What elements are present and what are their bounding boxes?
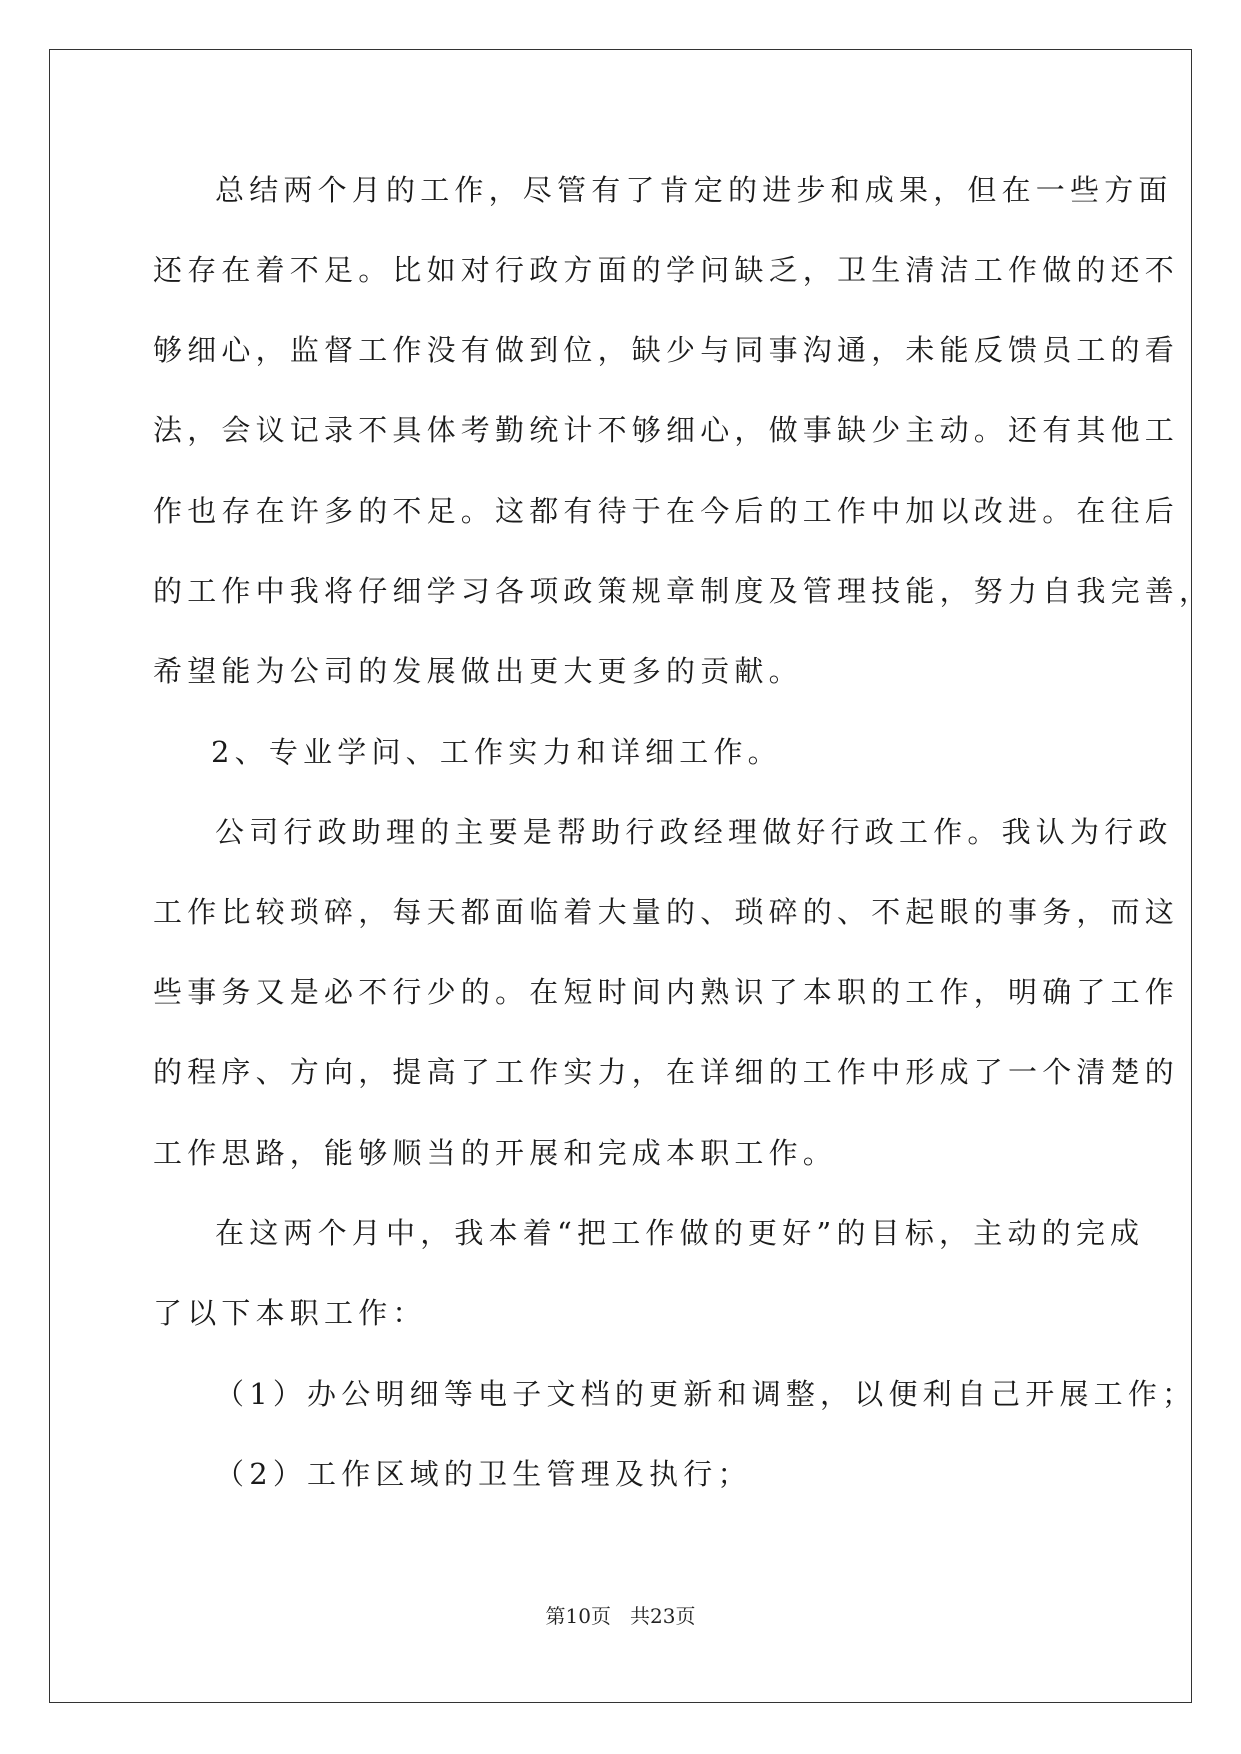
paragraph-line: 还存在着不足。比如对行政方面的学问缺乏，卫生清洁工作做的还不 <box>153 253 1180 287</box>
section-heading: 2、专业学问、工作实力和详细工作。 <box>211 735 782 769</box>
paragraph-line: 在这两个月中，我本着“把工作做的更好”的目标，主动的完成 <box>215 1216 1145 1250</box>
paragraph-line: 希望能为公司的发展做出更大更多的贡献。 <box>153 654 803 688</box>
list-item: （2）工作区域的卫生管理及执行； <box>215 1457 752 1491</box>
paragraph-line: 工作比较琐碎，每天都面临着大量的、琐碎的、不起眼的事务，而这 <box>153 895 1180 929</box>
paragraph-line: 工作思路，能够顺当的开展和完成本职工作。 <box>153 1136 838 1170</box>
list-item: （1）办公明细等电子文档的更新和调整，以便利自己开展工作； <box>215 1377 1197 1411</box>
paragraph-line: 作也存在许多的不足。这都有待于在今后的工作中加以改进。在往后 <box>153 494 1180 528</box>
paragraph-line: 些事务又是必不行少的。在短时间内熟识了本职的工作，明确了工作 <box>153 975 1180 1009</box>
page-number: 第10页 <box>545 1604 611 1628</box>
page-total: 共23页 <box>630 1604 696 1628</box>
paragraph-line: 总结两个月的工作，尽管有了肯定的进步和成果，但在一些方面 <box>215 173 1173 207</box>
paragraph-line: 的工作中我将仔细学习各项政策规章制度及管理技能，努力自我完善， <box>153 574 1214 608</box>
paragraph-line: 够细心，监督工作没有做到位，缺少与同事沟通，未能反馈员工的看 <box>153 333 1180 367</box>
paragraph-line: 的程序、方向，提高了工作实力，在详细的工作中形成了一个清楚的 <box>153 1055 1180 1089</box>
paragraph-line: 公司行政助理的主要是帮助行政经理做好行政工作。我认为行政 <box>215 815 1173 849</box>
page-footer <box>0 1603 1241 1629</box>
paragraph-line: 了以下本职工作： <box>153 1296 427 1330</box>
paragraph-line: 法，会议记录不具体考勤统计不够细心，做事缺少主动。还有其他工 <box>153 413 1180 447</box>
